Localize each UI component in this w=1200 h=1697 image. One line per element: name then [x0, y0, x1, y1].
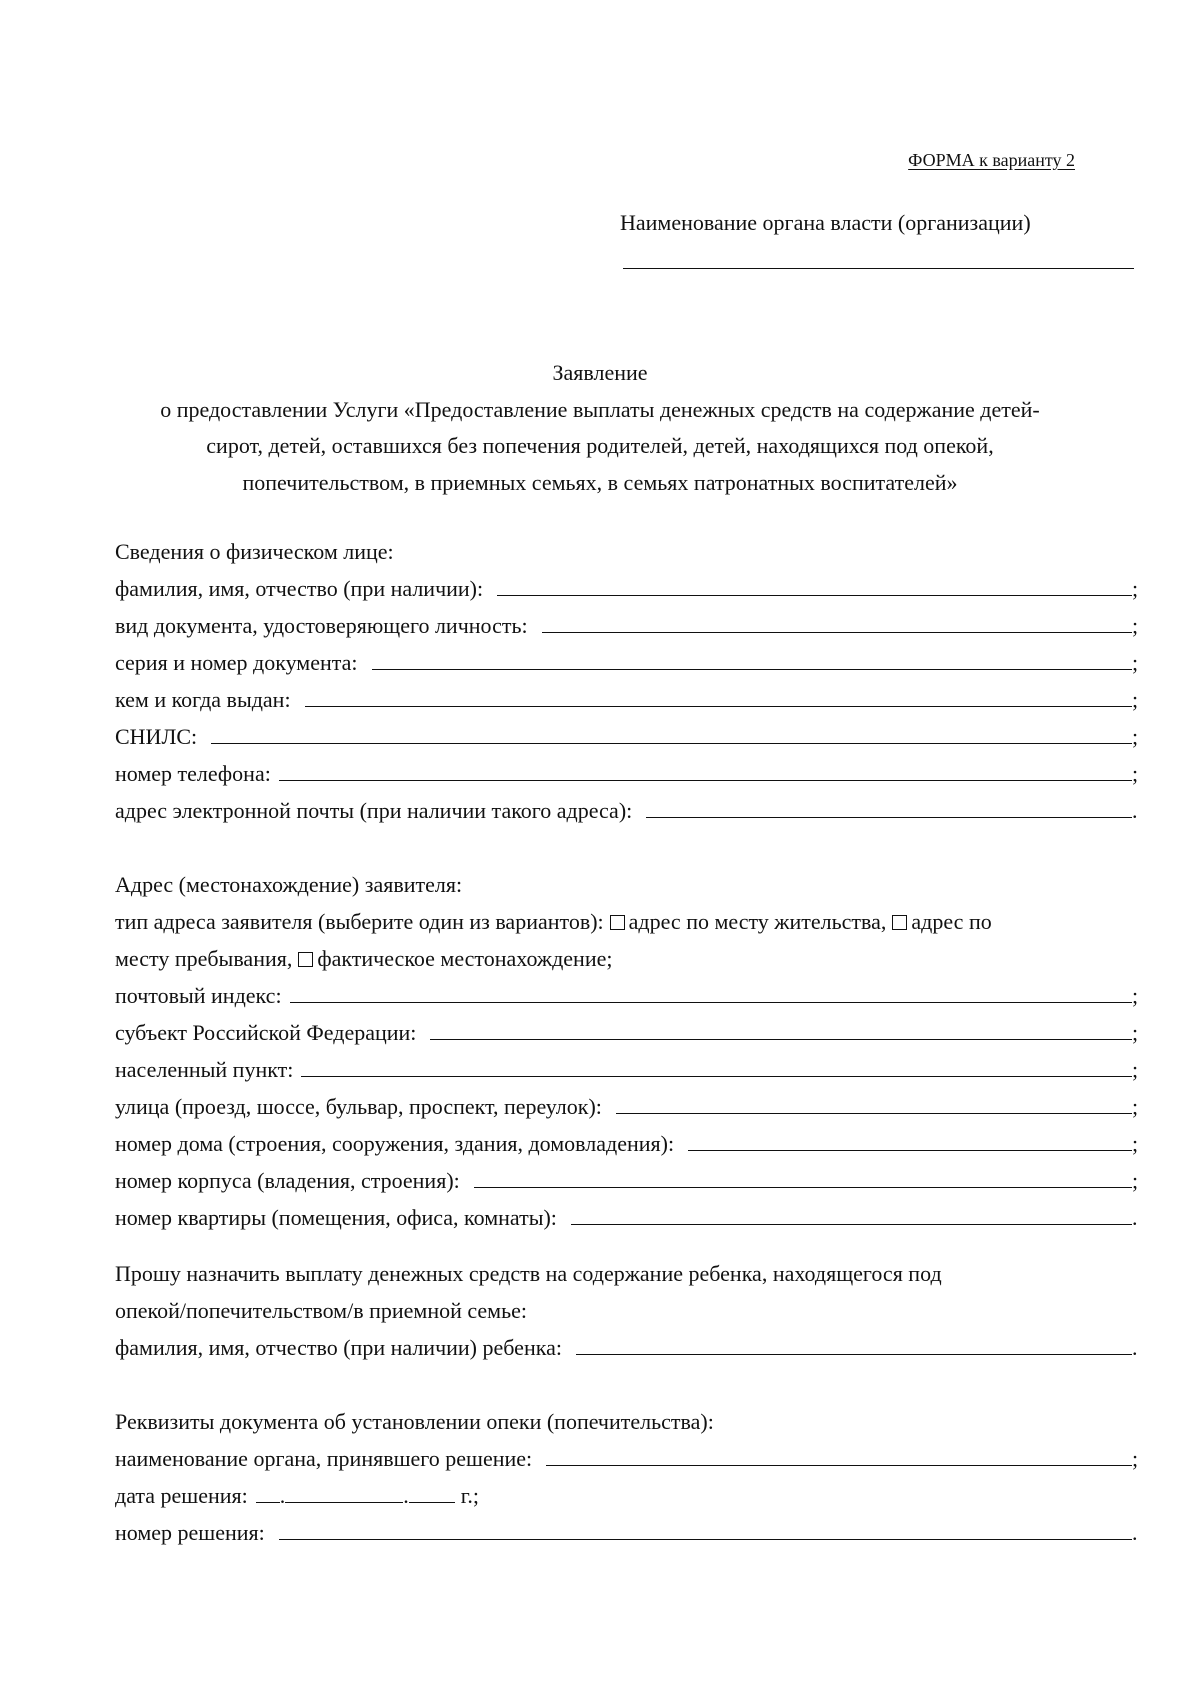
- street-label: улица (проезд, шоссе, бульвар, проспект, переулок):: [115, 1094, 602, 1119]
- field-terminator: ;: [1132, 1020, 1139, 1045]
- residence-address-checkbox[interactable]: [610, 915, 625, 930]
- person-field-row: [115, 607, 1140, 644]
- decision-organ-row: [115, 1440, 1140, 1477]
- house-number-field[interactable]: [688, 1126, 1132, 1151]
- field-terminator: .: [1132, 1335, 1138, 1360]
- apartment-number-field[interactable]: [571, 1200, 1132, 1225]
- decision-number-field[interactable]: [279, 1515, 1132, 1540]
- federal-subject-field[interactable]: [430, 1015, 1132, 1040]
- address-field-row: [115, 1014, 1140, 1051]
- address-type-line-2: [115, 940, 1140, 977]
- address-field-row: [115, 1199, 1140, 1236]
- decision-year-field[interactable]: [409, 1478, 455, 1503]
- postal-code-field[interactable]: [290, 978, 1132, 1003]
- field-terminator: .: [1132, 1205, 1138, 1230]
- stay-address-option-part2: месту пребывания,: [115, 946, 293, 971]
- snils-label: СНИЛС:: [115, 724, 198, 749]
- field-terminator: ;: [1132, 613, 1139, 638]
- actual-location-checkbox[interactable]: [298, 952, 313, 967]
- field-terminator: ;: [1132, 1168, 1139, 1193]
- locality-field[interactable]: [301, 1052, 1132, 1077]
- issued-by-field[interactable]: [305, 682, 1132, 707]
- actual-location-option: фактическое местонахождение;: [317, 946, 613, 971]
- child-name-row: [115, 1329, 1140, 1366]
- full-name-field[interactable]: [497, 571, 1132, 596]
- snils-field[interactable]: [211, 719, 1132, 744]
- stay-address-checkbox[interactable]: [892, 915, 907, 930]
- field-terminator: ;: [1132, 1131, 1139, 1156]
- address-field-row: [115, 1088, 1140, 1125]
- person-field-row: [115, 755, 1140, 792]
- address-heading: Адрес (местонахождение) заявителя:: [115, 872, 463, 897]
- request-section: [115, 1255, 1140, 1366]
- child-name-field[interactable]: [576, 1330, 1132, 1355]
- street-field[interactable]: [616, 1089, 1132, 1114]
- decision-heading: Реквизиты документа об установлении опеки (попечительства):: [115, 1409, 714, 1434]
- document-series-number-label: серия и номер документа:: [115, 650, 358, 675]
- person-field-row: [115, 570, 1140, 607]
- field-terminator: ;: [1132, 761, 1139, 786]
- address-type-line: [115, 903, 1140, 940]
- form-variant-label: ФОРМА к варианту 2: [908, 150, 1075, 170]
- apartment-number-label: номер квартиры (помещения, офиса, комнаты):: [115, 1205, 557, 1230]
- decision-date-row: [115, 1477, 1140, 1514]
- decision-day-field[interactable]: [256, 1478, 280, 1503]
- field-terminator: .: [1132, 798, 1138, 823]
- child-name-label: фамилия, имя, отчество (при наличии) ребенка:: [115, 1335, 562, 1360]
- address-field-row: [115, 1162, 1140, 1199]
- decision-number-label: номер решения:: [115, 1520, 265, 1545]
- full-name-label: фамилия, имя, отчество (при наличии):: [115, 576, 484, 601]
- stay-address-option-part1: адрес по: [911, 909, 992, 934]
- address-type-prompt: тип адреса заявителя (выберите один из вариантов):: [115, 909, 604, 934]
- email-label: адрес электронной почты (при наличии такого адреса):: [115, 798, 633, 823]
- address-field-row: [115, 1051, 1140, 1088]
- postal-code-label: почтовый индекс:: [115, 983, 282, 1008]
- field-terminator: ;: [1132, 687, 1139, 712]
- document-series-number-field[interactable]: [372, 645, 1132, 670]
- person-field-row: [115, 644, 1140, 681]
- issued-by-label: кем и когда выдан:: [115, 687, 291, 712]
- authority-name-field[interactable]: [623, 268, 1134, 269]
- person-field-row: [115, 681, 1140, 718]
- year-suffix: г.;: [460, 1483, 479, 1508]
- federal-subject-label: субъект Российской Федерации:: [115, 1020, 417, 1045]
- title-line-2: о предоставлении Услуги «Предоставление выплаты денежных средств на содержание детей-: [160, 396, 1040, 422]
- id-document-type-field[interactable]: [542, 608, 1132, 633]
- document-title: [120, 355, 1080, 501]
- id-document-type-label: вид документа, удостоверяющего личность:: [115, 613, 528, 638]
- house-number-label: номер дома (строения, сооружения, здания, домовладения):: [115, 1131, 675, 1156]
- phone-field[interactable]: [279, 756, 1132, 781]
- decision-month-field[interactable]: [285, 1478, 403, 1503]
- decision-organ-field[interactable]: [546, 1441, 1132, 1466]
- building-number-field[interactable]: [474, 1163, 1132, 1188]
- email-field[interactable]: [646, 793, 1132, 818]
- title-line-1: Заявление: [552, 360, 648, 385]
- address-field-row: [115, 977, 1140, 1014]
- residence-address-option: адрес по месту жительства,: [628, 909, 887, 934]
- decision-organ-label: наименование органа, принявшего решение:: [115, 1446, 533, 1471]
- person-section: [115, 533, 1140, 829]
- person-field-row: [115, 718, 1140, 755]
- phone-label: номер телефона:: [115, 761, 271, 786]
- title-line-3: сирот, детей, оставшихся без попечения родителей, детей, находящихся под опекой,: [206, 433, 994, 458]
- field-terminator: ;: [1132, 576, 1139, 601]
- authority-name-caption: Наименование органа власти (организации): [620, 210, 1031, 235]
- person-field-row: [115, 792, 1140, 829]
- request-text-line-1: Прошу назначить выплату денежных средств на содержание ребенка, находящегося под: [115, 1261, 942, 1286]
- address-field-row: [115, 1125, 1140, 1162]
- decision-number-row: [115, 1514, 1140, 1551]
- field-terminator: ;: [1132, 1057, 1139, 1082]
- field-terminator: ;: [1132, 724, 1139, 749]
- field-terminator: ;: [1132, 650, 1139, 675]
- date-separator: .: [279, 1483, 286, 1508]
- title-line-4: попечительством, в приемных семьях, в семьях патронатных воспитателей»: [242, 469, 958, 495]
- field-terminator: ;: [1132, 983, 1139, 1008]
- decision-date-label: дата решения:: [115, 1483, 248, 1508]
- guardianship-decision-section: [115, 1403, 1140, 1551]
- field-terminator: .: [1132, 1520, 1138, 1545]
- locality-label: населенный пункт:: [115, 1057, 294, 1082]
- building-number-label: номер корпуса (владения, строения):: [115, 1168, 460, 1193]
- address-section: [115, 866, 1140, 1236]
- field-terminator: ;: [1132, 1446, 1139, 1471]
- date-separator: .: [403, 1483, 409, 1508]
- person-heading: Сведения о физическом лице:: [115, 539, 394, 564]
- request-text-line-2: опекой/попечительством/в приемной семье:: [115, 1298, 528, 1323]
- field-terminator: ;: [1132, 1094, 1139, 1119]
